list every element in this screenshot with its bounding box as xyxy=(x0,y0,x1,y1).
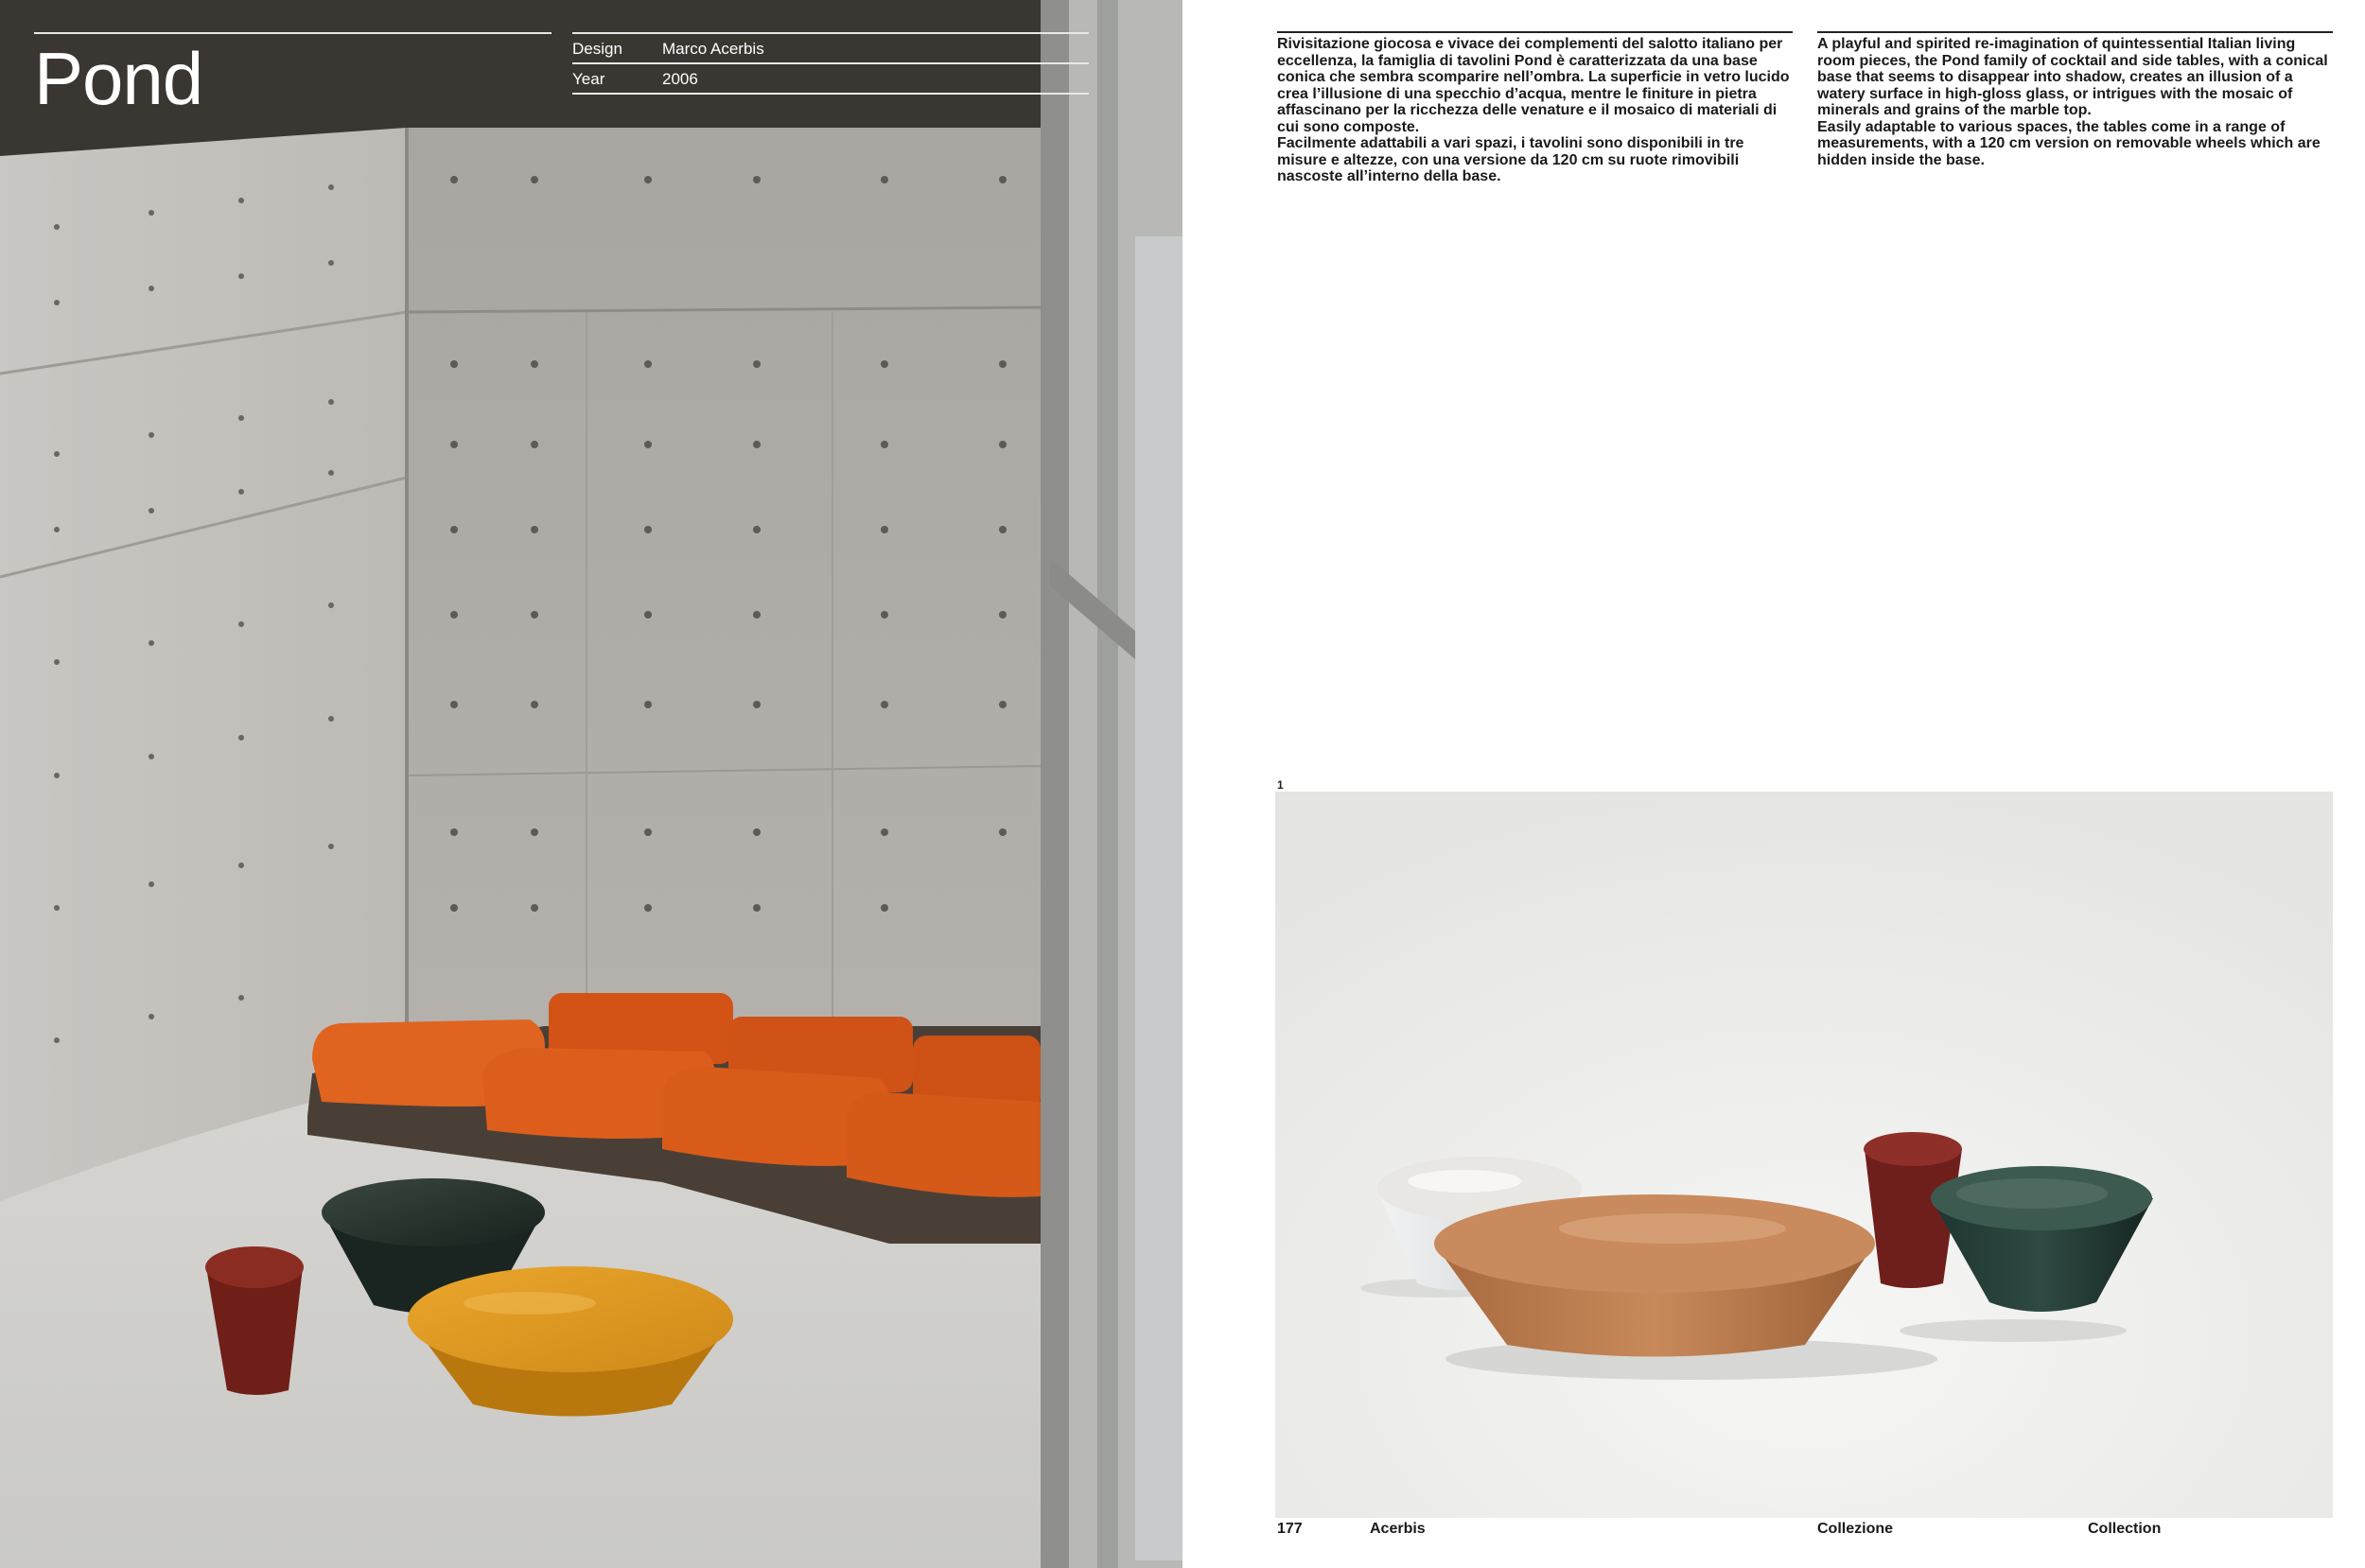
product-photo xyxy=(1275,792,2333,1518)
page-number: 177 xyxy=(1277,1521,1303,1537)
figure-number: 1 xyxy=(1277,778,1284,792)
pond-tables-studio-image xyxy=(1275,792,2333,1518)
meta-row-design xyxy=(572,34,1089,62)
hero-photo xyxy=(0,0,1182,1568)
paragraph: Facilmente adattabili a vari spazi, i tavolini sono disponibili in tre misure e altezze, con una versione da 120 cm su ruote rimovibili nascoste all’interno della base. xyxy=(1277,135,1744,184)
body-text-italian xyxy=(1277,36,1793,185)
meta-label: Design xyxy=(572,40,622,58)
title-block xyxy=(34,28,1089,161)
meta-value: 2006 xyxy=(662,70,698,88)
interior-scene-image xyxy=(0,0,1182,1568)
column-rule-english xyxy=(1817,31,2333,33)
meta-table xyxy=(572,32,1089,95)
title-divider xyxy=(34,32,552,34)
meta-divider xyxy=(572,93,1089,95)
paragraph: Rivisitazione giocosa e vivace dei complementi del salotto italiano per eccellenza, la famiglia di tavolini Pond è caratterizzata da una base conica che sembra scomparire nell’ombra. La superficie in vetro lucido crea l’illusione di una specchio d’acqua, mentre le finiture in pietra affascinano per la ricchezza delle venature e il mosaico di materiali di cui sono composte. xyxy=(1277,36,1790,135)
paragraph: A playful and spirited re-imagination of quintessential Italian living room pieces, the Pond family of cocktail and side tables, with a conical base that seems to disappear into shadow, creates an illusion of a watery surface in high-gloss glass, or intrigues with the mosaic of minerals and grains of the marble top. xyxy=(1817,36,2328,118)
paragraph: Easily adaptable to various spaces, the tables come in a range of measurements, with a 120 cm version on removable wheels which are hidden inside the base. xyxy=(1817,118,2321,168)
footer-brand: Acerbis xyxy=(1370,1521,1426,1537)
meta-value: Marco Acerbis xyxy=(662,40,764,58)
page-title: Pond xyxy=(34,37,203,120)
meta-row-year xyxy=(572,64,1089,93)
body-text-english xyxy=(1817,36,2333,168)
meta-label: Year xyxy=(572,70,605,88)
column-rule-italian xyxy=(1277,31,1793,33)
footer-section-english: Collection xyxy=(2088,1521,2162,1537)
footer-section-italian: Collezione xyxy=(1817,1521,1894,1537)
